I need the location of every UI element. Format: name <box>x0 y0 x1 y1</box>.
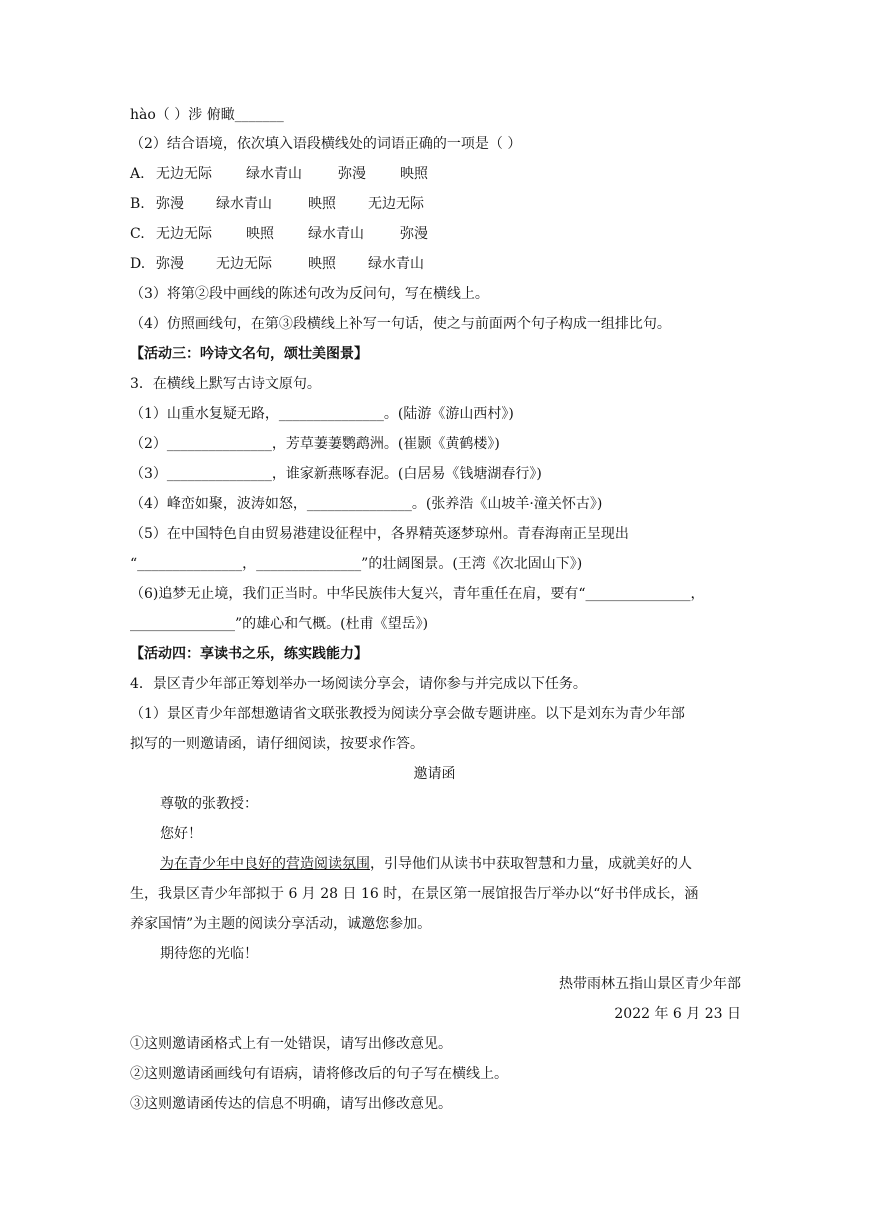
option-label: D. <box>130 256 146 272</box>
letter-closing: 期待您的光临！ <box>160 946 258 962</box>
letter-greeting: 您好！ <box>160 826 202 842</box>
option-b <box>130 189 741 219</box>
question-4-prompt: 4．景区青少年部正筹划举办一场阅读分享会，请你参与并完成以下任务。 <box>130 676 587 692</box>
poem-item-6-cont: _______________”的雄心和气概。(杜甫《望岳》) <box>130 616 429 632</box>
option-label: B. <box>130 196 145 212</box>
poem-item-5-cont: “_______________，_______________”的壮阔图景。(王湾《次北固山下》) <box>130 556 583 572</box>
section-heading-3: 【活动三：吟诗文名句，颂壮美图景】 <box>130 346 368 362</box>
letter-body-text: ，引导他们从读书中获取智慧和力量，成就美好的人 <box>370 856 692 872</box>
poem-item-1: （1）山重水复疑无路，_______________。(陆游《游山西村》) <box>130 406 514 422</box>
option-d <box>130 249 741 279</box>
option-label: A. <box>130 166 145 182</box>
option-a <box>130 159 741 189</box>
option-word: 绿水青山 <box>246 166 302 182</box>
question-2: （2）结合语境，依次填入语段横线处的词语正确的一项是（ ） <box>130 136 522 152</box>
question-3-prompt: 3．在横线上默写古诗文原句。 <box>130 376 321 392</box>
option-word: 弥漫 <box>156 196 184 212</box>
option-word: 映照 <box>246 226 274 242</box>
option-word: 弥漫 <box>338 166 366 182</box>
option-word: 映照 <box>400 166 428 182</box>
poem-item-5: （5）在中国特色自由贸易港建设征程中，各界精英逐梦琼州。青春海南正呈现出 <box>130 526 629 542</box>
letter-body-line-1 <box>160 849 741 879</box>
task-3: ③这则邀请函传达的信息不明确，请写出修改意见。 <box>130 1096 452 1112</box>
poem-item-4: （4）峰峦如聚，波涛如怒，_______________。(张养浩《山坡羊·潼关怀古》) <box>130 496 603 512</box>
option-word: 无边无际 <box>156 226 212 242</box>
question-4-1-cont: 拟写的一则邀请函，请仔细阅读，按要求作答。 <box>130 736 424 752</box>
question-3: （3）将第②段中画线的陈述句改为反问句，写在横线上。 <box>130 286 489 302</box>
letter-body-line-3: 养家国情”为主题的阅读分享活动，诚邀您参加。 <box>130 916 432 932</box>
poem-item-3: （3）_______________，谁家新燕啄春泥。(白居易《钱塘湖春行》) <box>130 466 542 482</box>
option-word: 映照 <box>308 196 336 212</box>
underlined-sentence: 为在青少年中良好的营造阅读氛围 <box>160 856 370 872</box>
letter-date: 2022 年 6 月 23 日 <box>614 1006 741 1022</box>
poem-item-6: （6)追梦无止境，我们正当时。中华民族伟大复兴，青年重任在肩，要有“_______________， <box>130 586 705 602</box>
question-4-1: （1）景区青少年部想邀请省文联张教授为阅读分享会做专题讲座。以下是刘东为青少年部 <box>130 706 685 722</box>
option-word: 无边无际 <box>216 256 272 272</box>
option-word: 无边无际 <box>156 166 212 182</box>
pinyin-line: hào（ ）涉 俯瞰_______ <box>130 107 284 123</box>
option-word: 绿水青山 <box>216 196 272 212</box>
option-label: C. <box>130 226 145 242</box>
option-word: 绿水青山 <box>308 226 364 242</box>
letter-salutation: 尊敬的张教授： <box>160 796 258 812</box>
question-4: （4）仿照画线句，在第③段横线上补写一句话，使之与前面两个句子构成一组排比句。 <box>130 316 671 332</box>
letter-body-line-2: 生，我景区青少年部拟于 6 月 28 日 16 时，在景区第一展馆报告厅举办以“好书伴成长，涵 <box>130 886 699 902</box>
task-2: ②这则邀请函画线句有语病，请将修改后的句子写在横线上。 <box>130 1066 508 1082</box>
option-word: 绿水青山 <box>368 256 424 272</box>
poem-item-2: （2）_______________，芳草萋萋鹦鹉洲。(崔颢《黄鹤楼》) <box>130 436 500 452</box>
task-1: ①这则邀请函格式上有一处错误，请写出修改意见。 <box>130 1036 452 1052</box>
option-word: 弥漫 <box>156 256 184 272</box>
section-heading-4: 【活动四：享读书之乐，练实践能力】 <box>130 646 368 662</box>
letter-sender: 热带雨林五指山景区青少年部 <box>559 976 741 992</box>
option-c <box>130 219 741 249</box>
option-word: 无边无际 <box>368 196 424 212</box>
letter-title: 邀请函 <box>413 766 456 782</box>
option-word: 映照 <box>308 256 336 272</box>
option-word: 弥漫 <box>400 226 428 242</box>
